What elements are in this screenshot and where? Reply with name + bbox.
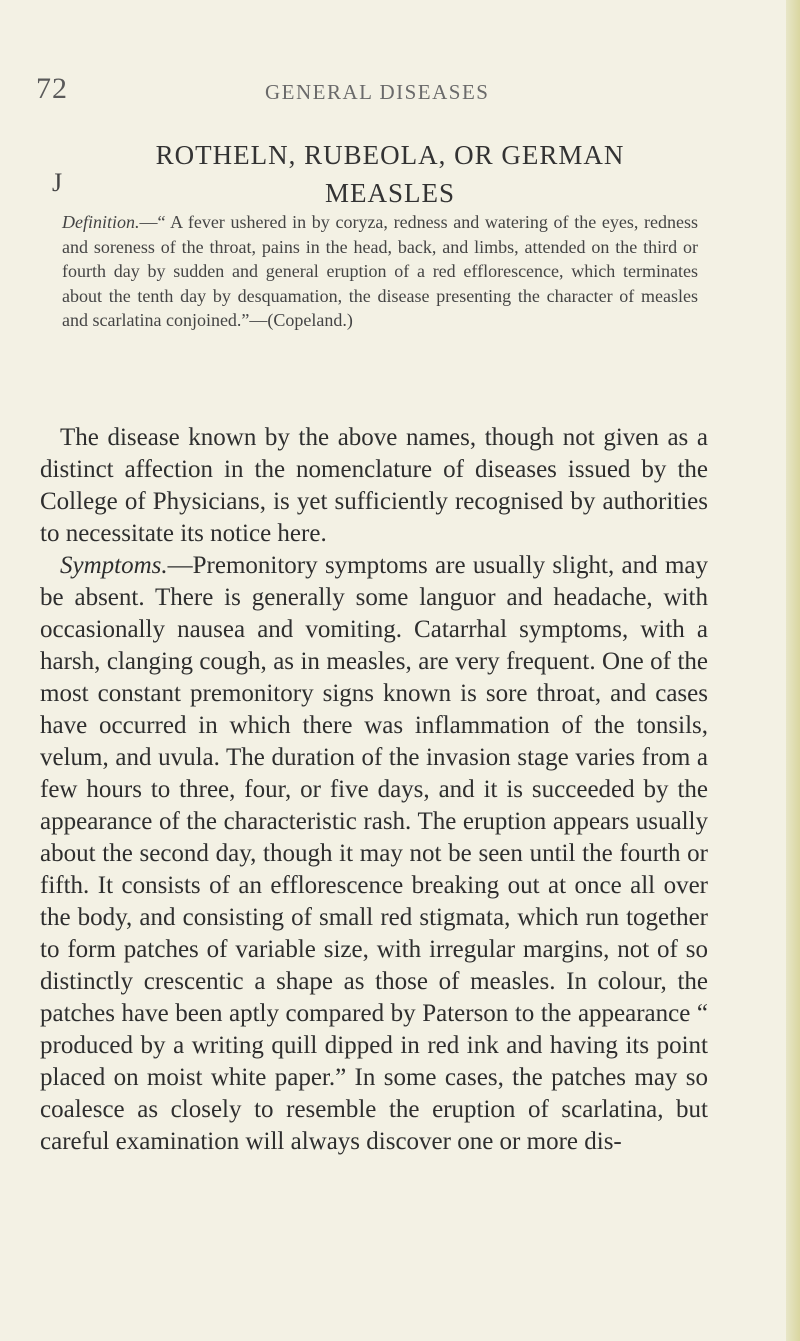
paragraph-intro: The disease known by the above names, though not given as a distinct affection in the nomenclature of diseases issued by the College of Physicians, is yet sufficiently recognised by authorities to necessitate its notice here. <box>40 424 708 547</box>
heading-line-1: ROTHELN, RUBEOLA, OR GERMAN <box>155 140 625 170</box>
definition-text: —“ A fever ushered in by coryza, redness and watering of the eyes, redness and soreness of the throat, pains in the head, back, and limbs, attended on the third or fourth day by sudden and general eruption of a red efflorescence, which terminates about the tenth day by desquamation, the disease presenting the character of measles and scarlatina conjoined.”—(Copeland.) <box>62 212 698 330</box>
paragraph-symptoms <box>40 550 708 1158</box>
symptoms-text: —Premonitory symptoms are usually slight, and may be absent. There is generally some languor and headache, with occasionally nausea and vomiting. Catarrhal symptoms, with a harsh, clanging cough, as in measles, are very frequent. One of the most constant premonitory signs known is sore throat, and cases have occurred in which there was inflammation of the tonsils, velum, and uvula. The duration of the invasion stage varies from a few hours to three, four, or five days, and it is succeeded by the appearance of the characteristic rash. The eruption appears usually about the second day, though it may not be seen until the fourth or fifth. It consists of an efflorescence breaking out at once all over the body, and consisting of small red stigmata, which run together to form patches of variable size, with irregular margins, not of so distinctly crescentic a shape as those of measles. In colour, the patches have been aptly compared by Paterson to the appearance “ produced by a writing quill dipped in red ink and having its point placed on moist white paper.” In some cases, the patches may so coalesce as closely to resemble the eruption of scarlatina, but careful examination will always discover one or more dis- <box>40 552 708 1155</box>
body-text <box>40 422 708 1158</box>
definition-block <box>62 210 698 333</box>
section-heading <box>110 136 670 212</box>
page-number: 72 <box>36 72 68 105</box>
margin-mark: J <box>52 168 63 197</box>
symptoms-label: Symptoms. <box>60 552 168 579</box>
running-title: GENERAL DISEASES <box>265 80 490 104</box>
definition-label: Definition. <box>62 212 140 232</box>
page-edge <box>786 0 800 1341</box>
running-head <box>0 72 800 112</box>
heading-line-2: MEASLES <box>324 178 456 208</box>
